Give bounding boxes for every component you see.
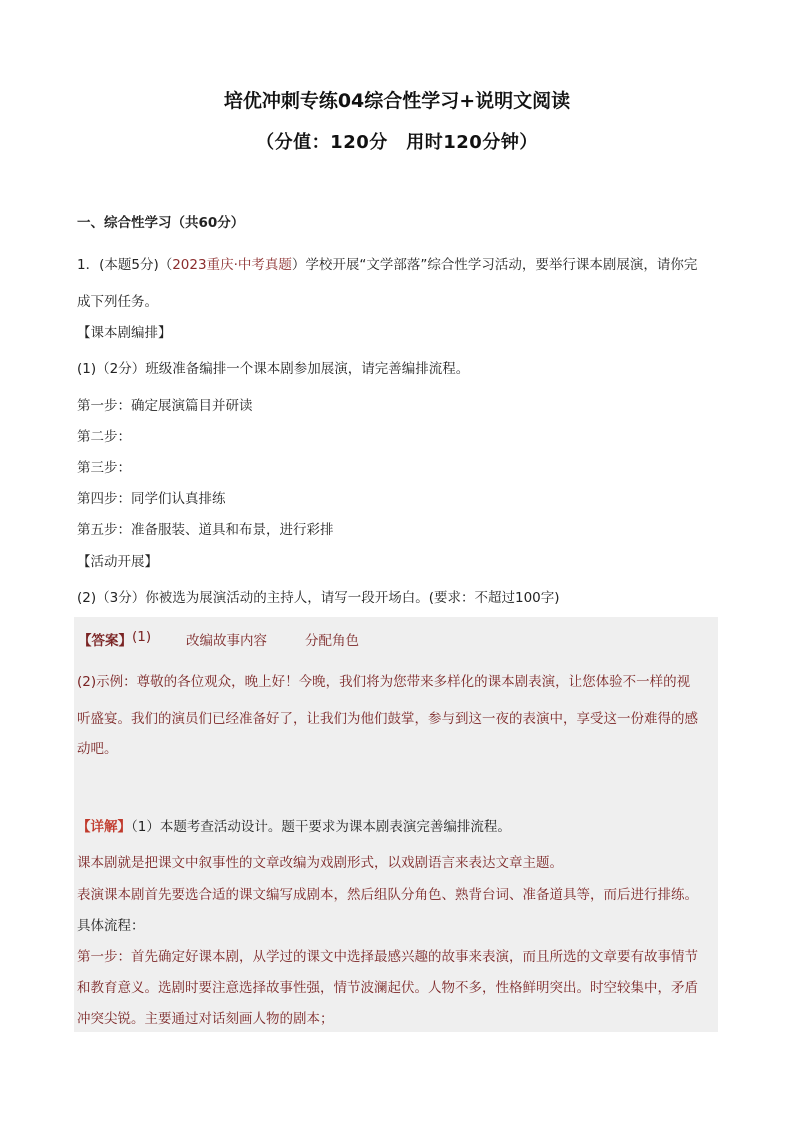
answer-block (74, 617, 718, 1032)
explanation-line: 冲突尖锐。主要通过对话刻画人物的剧本； (77, 1011, 334, 1027)
explanation-line: 第一步：首先确定好课本剧，从学过的课文中选择最感兴趣的故事来表演，而且所选的文章要有故事情节 (77, 949, 698, 965)
answer-part1-a: 改编故事内容 (186, 633, 267, 649)
part2-heading: 【活动开展】 (77, 554, 158, 570)
page-subtitle: （分值：120分 用时120分钟） (256, 132, 538, 153)
step-5: 第五步：准备服装、道具和布景，进行彩排 (77, 522, 334, 538)
answer-tag: 【答案】 (78, 633, 132, 649)
answer-part2-line: 动吧。 (77, 741, 118, 757)
explanation-line: 表演课本剧首先要选合适的课文编写成剧本，然后组队分角色、熟背台词、准备道具等，而后进行排练。 (77, 887, 698, 903)
answer-part2-line: 听盛宴。我们的演员们已经准备好了，让我们为他们鼓掌，参与到这一夜的表演中，享受这一份难得的感 (77, 711, 698, 727)
step-3: 第三步： (77, 460, 131, 476)
explanation-line: 和教育意义。选剧时要注意选择故事性强，情节波澜起伏。人物不多，性格鲜明突出。时空较集中，矛盾 (77, 980, 698, 996)
part2-question: (2)（3分）你被选为展演活动的主持人，请写一段开场白。(要求：不超过100字) (77, 590, 560, 606)
explanation-tag: 【详解】 (77, 819, 131, 835)
answer-part1-label: (1) (132, 629, 152, 645)
explanation-line: 具体流程： (77, 918, 145, 934)
part1-question: (1)（2分）班级准备编排一个课本剧参加展演，请完善编排流程。 (77, 361, 470, 377)
answer-part2-line: (2)示例：尊敬的各位观众，晚上好！今晚，我们将为您带来多样化的课本剧表演，让您体验不一样的视 (77, 674, 691, 690)
section-heading: 一、综合性学习（共60分） (77, 215, 245, 231)
page-title: 培优冲刺专练04综合性学习+说明文阅读 (223, 90, 571, 112)
question-number: 1．(本题5分)（ (77, 257, 173, 273)
step-4: 第四步：同学们认真排练 (77, 491, 226, 507)
step-1: 第一步：确定展演篇目并研读 (77, 398, 253, 414)
explanation-intro: （1）本题考查活动设计。题干要求为课本剧表演完善编排流程。 (131, 819, 511, 835)
question-source: 2023重庆·中考真题 (172, 257, 292, 273)
explanation-first-line (77, 815, 511, 835)
step-2: 第二步： (77, 429, 131, 445)
question-stem-line1 (77, 255, 697, 275)
answer-part1-b: 分配角色 (305, 633, 359, 649)
part1-heading: 【课本剧编排】 (77, 325, 172, 341)
question-stem-line2: 成下列任务。 (77, 294, 158, 310)
question-stem-text: ）学校开展“文学部落”综合性学习活动，要举行课本剧展演，请你完 (291, 257, 698, 273)
explanation-line: 课本剧就是把课文中叙事性的文章改编为戏剧形式，以戏剧语言来表达文章主题。 (77, 855, 563, 871)
